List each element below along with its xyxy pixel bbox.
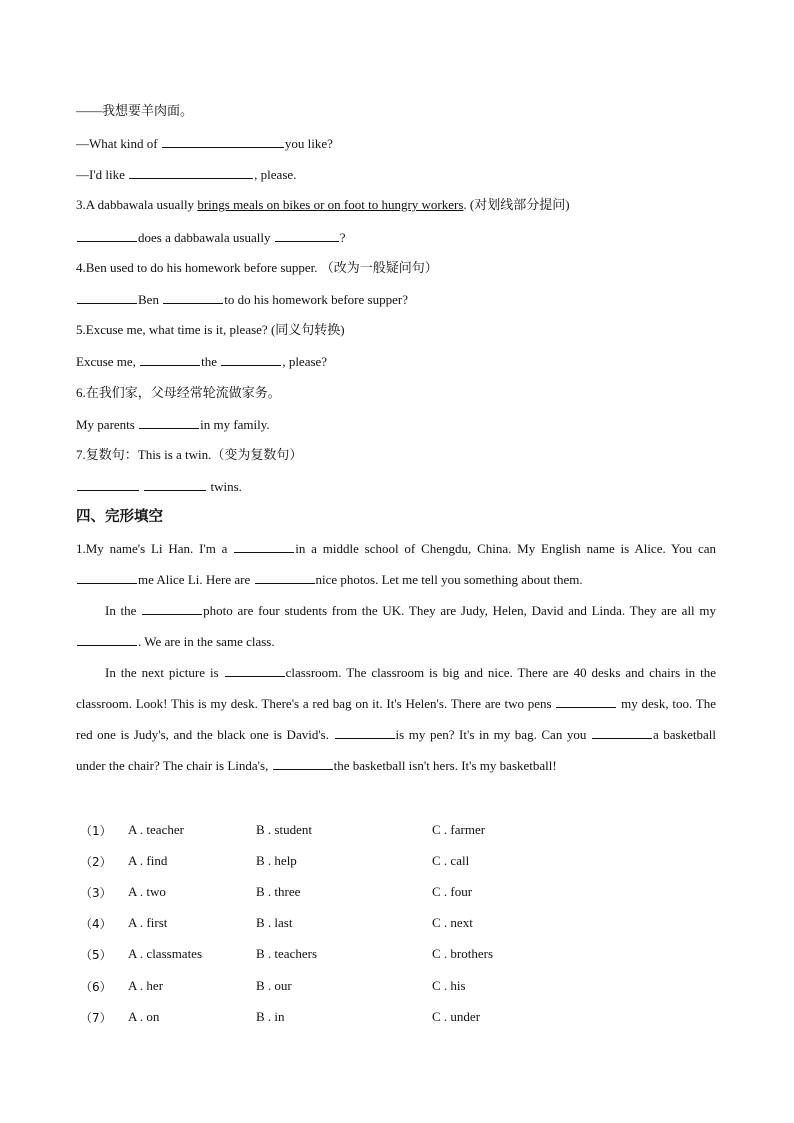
q4-prompt: 4.Ben used to do his homework before supper. （改为一般疑问句） xyxy=(76,260,438,275)
option-a[interactable]: A . find xyxy=(128,853,168,868)
q7-prompt: 7.复数句：This is a twin.（变为复数句） xyxy=(76,447,303,462)
passage-text: photo are four students from the UK. They are Judy, Helen, David and Linda. They are all my xyxy=(203,603,716,618)
option-c[interactable]: C . farmer xyxy=(432,822,486,837)
answer-blank[interactable] xyxy=(221,353,281,366)
option-b[interactable]: B . last xyxy=(256,915,293,930)
answer-blank[interactable] xyxy=(225,664,285,677)
option-a[interactable]: A . teacher xyxy=(128,822,184,837)
answer-blank[interactable] xyxy=(77,571,137,584)
q2-line1-pre: —What kind of xyxy=(76,136,161,151)
answer-blank[interactable] xyxy=(139,416,199,429)
option-a[interactable]: A . on xyxy=(128,1009,160,1024)
q5-answer-mid: the xyxy=(201,354,221,369)
q2-answer-line xyxy=(76,166,296,183)
q2-question-line xyxy=(76,135,333,152)
option-a[interactable]: A . her xyxy=(128,978,164,993)
option-number: （7） xyxy=(80,1011,112,1025)
option-b[interactable]: B . help xyxy=(256,853,297,868)
q3-prompt xyxy=(76,197,570,213)
answer-blank[interactable] xyxy=(255,571,315,584)
option-c[interactable]: C . next xyxy=(432,915,473,930)
option-b[interactable]: B . student xyxy=(256,822,312,837)
passage-text: a basketball under the chair? The chair is Linda's, xyxy=(76,727,716,773)
option-number: （6） xyxy=(80,980,112,994)
option-row xyxy=(80,822,720,838)
answer-blank[interactable] xyxy=(77,291,137,304)
passage-text: the basketball isn't hers. It's my basketball! xyxy=(333,758,557,773)
option-b[interactable]: B . teachers xyxy=(256,946,318,961)
option-row xyxy=(80,915,720,931)
q3-answer-end: ? xyxy=(339,230,346,245)
q6-answer-end: in my family. xyxy=(200,417,270,432)
answer-blank[interactable] xyxy=(273,757,333,770)
option-number: （5） xyxy=(80,948,112,962)
passage-paragraph-1 xyxy=(76,533,716,595)
option-c[interactable]: C . call xyxy=(432,853,470,868)
option-c[interactable]: C . brothers xyxy=(432,946,494,961)
q5-answer-pre: Excuse me, xyxy=(76,354,140,369)
q5-answer-line xyxy=(76,353,327,370)
answer-blank[interactable] xyxy=(163,291,223,304)
passage-text: In the xyxy=(105,603,142,618)
section-heading: 四、完形填空 xyxy=(76,509,163,525)
answer-blank[interactable] xyxy=(77,633,137,646)
passage-text: is my pen? It's in my bag. Can you xyxy=(395,727,591,742)
passage-text: in a middle school of Chengdu, China. My English name is Alice. You can xyxy=(295,541,716,556)
option-row xyxy=(80,946,720,962)
passage-paragraph-2 xyxy=(76,595,716,657)
option-a[interactable]: A . first xyxy=(128,915,168,930)
answer-blank[interactable] xyxy=(592,726,652,739)
option-c[interactable]: C . under xyxy=(432,1009,481,1024)
q3-prompt-pre: 3.A dabbawala usually xyxy=(76,197,198,212)
answer-blank[interactable] xyxy=(77,229,137,242)
passage-text: my desk, too. The red one is Judy's, and the black one is David's. xyxy=(76,696,716,742)
passage-text: me Alice Li. Here are xyxy=(138,572,254,587)
answer-blank[interactable] xyxy=(335,726,395,739)
answer-blank[interactable] xyxy=(234,540,294,553)
option-a[interactable]: A . two xyxy=(128,884,166,899)
option-a[interactable]: A . classmates xyxy=(128,946,203,961)
option-b[interactable]: B . our xyxy=(256,978,292,993)
passage-paragraph-3 xyxy=(76,657,716,781)
q2-chinese-line: ——我想要羊肉面。 xyxy=(76,103,194,118)
q4-answer-line xyxy=(76,291,408,308)
option-b[interactable]: B . in xyxy=(256,1009,285,1024)
q6-answer-line xyxy=(76,416,270,433)
answer-blank[interactable] xyxy=(129,166,253,179)
answer-blank[interactable] xyxy=(142,602,202,615)
passage-text: 1.My name's Li Han. I'm a xyxy=(76,541,234,556)
q3-answer-mid: does a dabbawala usually xyxy=(138,230,274,245)
q4-answer-mid2: to do his homework before supper? xyxy=(224,292,408,307)
option-number: （4） xyxy=(80,917,112,931)
q5-answer-end: , please? xyxy=(282,354,328,369)
option-c[interactable]: C . his xyxy=(432,978,466,993)
option-number: （2） xyxy=(80,855,112,869)
passage-text: classroom. The classroom is big and nice. There are 40 desks and chairs in the classroom. Look! This is my desk. There's a red bag on it. It's Helen's. There are two pens xyxy=(76,665,716,711)
answer-blank[interactable] xyxy=(77,478,139,491)
q6-prompt: 6.在我们家，父母经常轮流做家务。 xyxy=(76,385,281,400)
option-row xyxy=(80,1009,720,1025)
q3-answer-line xyxy=(76,229,346,246)
passage-text: In the next picture is xyxy=(105,665,224,680)
option-number: （3） xyxy=(80,886,112,900)
answer-blank[interactable] xyxy=(162,135,284,148)
q4-answer-mid1: Ben xyxy=(138,292,163,307)
answer-blank[interactable] xyxy=(144,478,206,491)
option-row xyxy=(80,978,720,994)
passage-text: . We are in the same class. xyxy=(138,634,275,649)
answer-blank[interactable] xyxy=(556,695,616,708)
answer-blank[interactable] xyxy=(140,353,200,366)
q3-underlined-part: brings meals on bikes or on foot to hungry workers xyxy=(197,197,464,212)
q7-answer-line xyxy=(76,478,242,495)
q6-answer-pre: My parents xyxy=(76,417,139,432)
answer-blank[interactable] xyxy=(275,229,339,242)
q3-prompt-post: . (对划线部分提问) xyxy=(463,197,570,212)
passage-text: nice photos. Let me tell you something about them. xyxy=(315,572,583,587)
option-row xyxy=(80,884,720,900)
q5-prompt: 5.Excuse me, what time is it, please? (同义句转换) xyxy=(76,322,345,337)
q2-line2-pre: —I'd like xyxy=(76,167,129,182)
q2-line2-post: , please. xyxy=(254,167,297,182)
option-c[interactable]: C . four xyxy=(432,884,473,899)
option-number: （1） xyxy=(80,824,112,838)
q7-answer-end: twins. xyxy=(207,479,242,494)
option-b[interactable]: B . three xyxy=(256,884,301,899)
option-row xyxy=(80,853,720,869)
q2-line1-post: you like? xyxy=(284,136,333,151)
